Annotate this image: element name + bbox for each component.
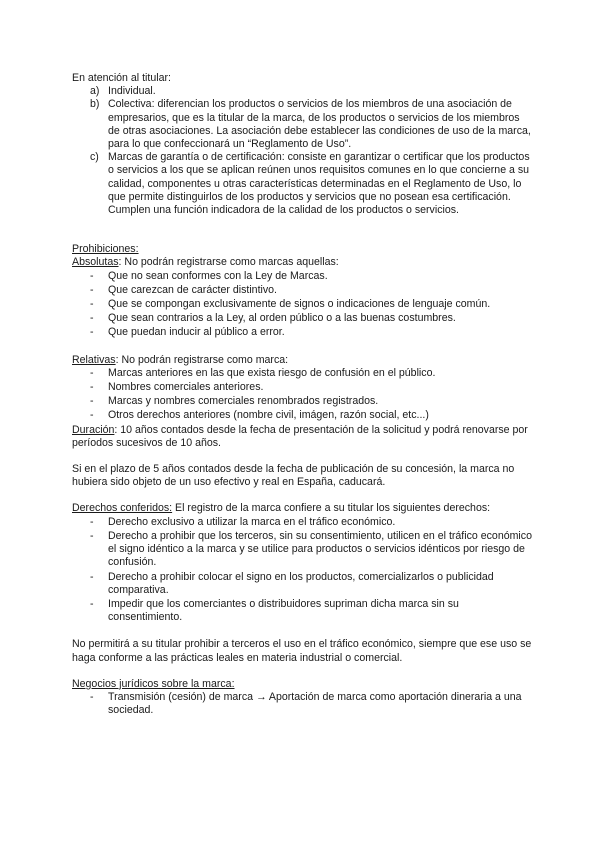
list-item-text: Marcas y nombres comerciales renombrados registrados. [108,395,379,408]
dash-marker: - [90,690,94,703]
titular-type-list [72,85,532,217]
list-item-text: Impedir que los comerciantes o distribuidores supriman dicha marca sin su consentimiento. [108,597,459,624]
prohibiciones-heading: Prohibiciones: [72,243,139,256]
derechos-text: El registro de la marca confiere a su titular los siguientes derechos: [172,502,491,515]
list-item [72,312,532,325]
list-item-text: Derecho a prohibir que los terceros, sin su consentimiento, utilicen en el tráfico económico el signo idéntico a la marca y se utilice para productos o servicios idénticos por riesgo de confusión. [108,529,532,569]
dash-marker: - [90,381,94,394]
list-item [72,270,532,283]
caducidad-paragraph: Si en el plazo de 5 años contados desde la fecha de publicación de su concesión, la marca no hubiera sido objeto de un uso efectivo y real en España, caducará. [72,463,515,489]
document-page [72,72,532,718]
list-item [72,381,532,394]
dash-marker: - [90,312,94,325]
derechos-intro [72,502,532,515]
duracion-text: : 10 años contados desde la fecha de presentación de la solicitud y podrá renovarse por períodos sucesivos de 10 años. [72,423,528,449]
dash-marker: - [90,409,94,422]
list-item [72,516,532,529]
list-item [72,571,532,597]
list-item [72,409,532,422]
absolutas-label: Absolutas [72,256,119,269]
list-item-text: Marcas anteriores en las que exista riesgo de confusión en el público. [108,366,436,379]
absolutas-list [72,270,532,340]
relativas-label: Relativas [72,353,116,366]
list-item [72,284,532,297]
list-item [72,691,532,717]
list-marker: c) [90,151,99,164]
list-item [72,598,532,624]
list-marker: a) [90,85,100,98]
relativas-intro [72,354,532,367]
dash-marker: - [90,570,94,583]
duracion-label: Duración [72,423,115,436]
list-item-text: Derecho exclusivo a utilizar la marca en el tráfico económico. [108,515,396,528]
relativas-text: : No podrán registrarse como marca: [115,353,289,366]
list-item-text: Derecho a prohibir colocar el signo en los productos, comercializarlos o publicidad comparativa. [108,570,494,596]
intro-heading: En atención al titular: [72,72,171,84]
dash-marker: - [90,515,94,528]
dash-marker: - [90,395,94,408]
list-item-text: Colectiva: diferencian los productos o servicios de los miembros de una asociación de empresarios, que es la titular de la marca, de los productos o servicios de los miembros de otras asociaciones. La asociación debe establecer las condiciones de uso de la marca, para lo que confeccionará un “Reglamento de Uso”. [108,98,531,151]
list-item-text: Que se compongan exclusivamente de signos o indicaciones de lenguaje común. [108,298,491,311]
list-item [72,85,532,98]
dash-marker: - [90,269,94,282]
list-marker: b) [90,98,100,111]
list-item [72,298,532,311]
list-item [72,151,532,217]
absolutas-intro [72,256,532,269]
dash-marker: - [90,283,94,296]
negocios-list [72,691,532,717]
limite-paragraph: No permitirá a su titular prohibir a terceros el uso en el tráfico económico, siempre que ese uso se haga conforme a las prácticas leales en materia industrial o comercial. [72,638,532,664]
list-item-text: Que carezcan de carácter distintivo. [108,283,277,296]
list-item [72,367,532,380]
absolutas-text: : No podrán registrarse como marcas aquellas: [118,256,339,269]
list-item-text: Transmisión (cesión) de marca → Aportación de marca como aportación dineraria a una sociedad. [108,690,522,717]
relativas-list [72,367,532,423]
list-item-text: Nombres comerciales anteriores. [108,381,264,394]
list-item [72,530,532,570]
list-item-text: Que no sean conformes con la Ley de Marcas. [108,269,328,282]
duracion-paragraph [72,424,532,450]
list-item [72,98,532,151]
negocios-heading: Negocios jurídicos sobre la marca: [72,677,235,690]
dash-marker: - [90,366,94,379]
dash-marker: - [90,326,94,339]
list-item-text: Otros derechos anteriores (nombre civil, imágen, razón social, etc...) [108,409,429,422]
dash-marker: - [90,529,94,542]
derechos-list [72,516,532,625]
dash-marker: - [90,597,94,610]
list-item [72,326,532,339]
list-item [72,395,532,408]
derechos-label: Derechos conferidos: [72,502,173,515]
list-item-text: Que sean contrarios a la Ley, al orden público o a las buenas costumbres. [108,312,456,325]
dash-marker: - [90,298,94,311]
list-item-text: Individual. [108,85,156,98]
list-item-text: Marcas de garantía o de certificación: consiste en garantizar o certificar que los productos o servicios a los que se aplican reúnen unos requisitos comunes en lo que concierne a su calidad, componentes u otras características determinadas en el Reglamento de Uso, lo que permite distinguirlos de los productos y servicios que no posean esa certificación. Cumplen una función indicadora de la calidad de los productos o servicios. [108,151,530,217]
list-item-text: Que puedan inducir al público a error. [108,326,285,339]
